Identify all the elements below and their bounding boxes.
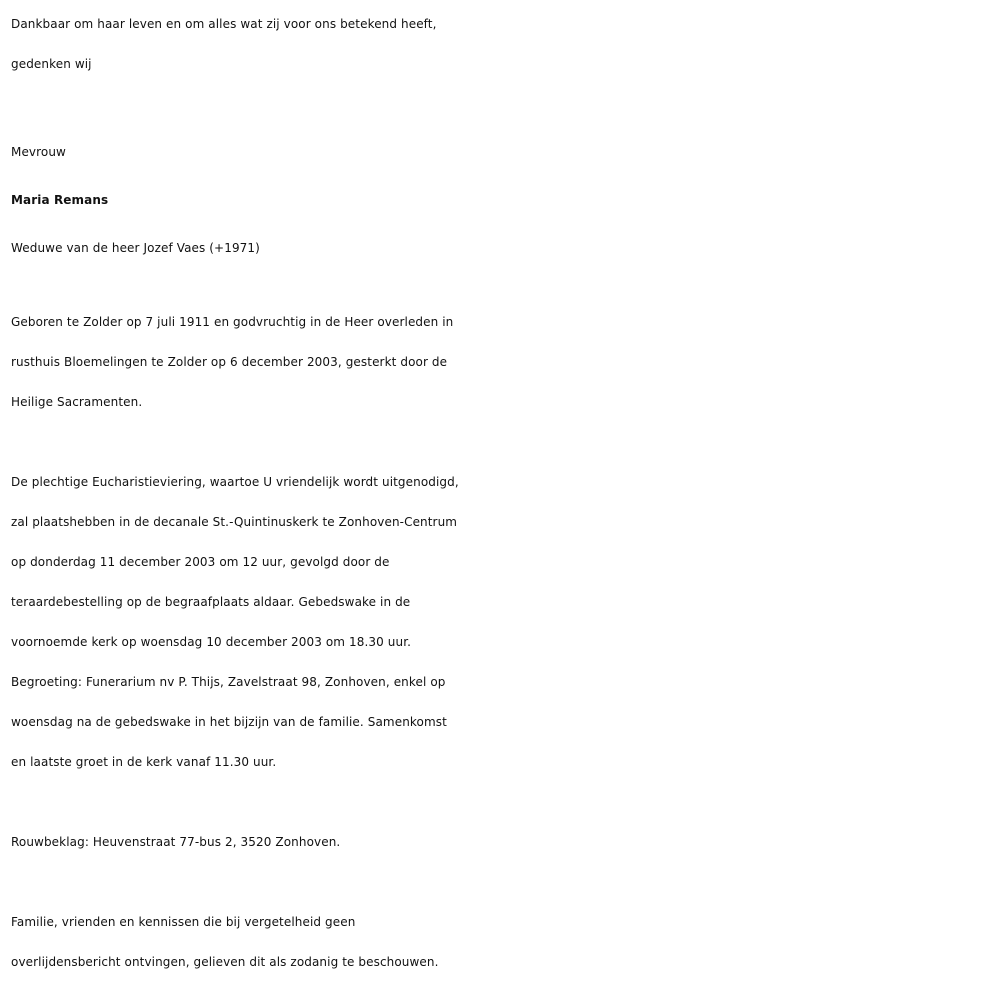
widow-of-line: Weduwe van de heer Jozef Vaes (+1971) (11, 241, 260, 255)
ceremony-line-7: woensdag na de gebedswake in het bijzijn van de familie. Samenkomst (11, 715, 447, 729)
ceremony-line-8: en laatste groet in de kerk vanaf 11.30 uur. (11, 755, 277, 769)
condolences-address: Rouwbeklag: Heuvenstraat 77-bus 2, 3520 Zonhoven. (11, 835, 341, 849)
closing-line-2: overlijdensbericht ontvingen, gelieven dit als zodanig te beschouwen. (11, 955, 439, 969)
birth-death-paragraph (11, 302, 996, 422)
intro-paragraph (11, 4, 996, 84)
intro-line-1: Dankbaar om haar leven en om alles wat zij voor ons betekend heeft, (11, 17, 437, 31)
obituary-document (11, 4, 996, 982)
spacer (11, 422, 996, 462)
honorific-title: Mevrouw (11, 145, 66, 159)
spacer (11, 862, 996, 902)
ceremony-line-2: zal plaatshebben in de decanale St.-Quintinuskerk te Zonhoven-Centrum (11, 515, 458, 529)
spacer (11, 272, 996, 302)
ceremony-line-5: voornoemde kerk op woensdag 10 december 2003 om 18.30 uur. (11, 635, 412, 649)
birth-death-line-3: Heilige Sacramenten. (11, 395, 143, 409)
closing-paragraph (11, 902, 996, 982)
closing-line-1: Familie, vrienden en kennissen die bij vergetelheid geen (11, 915, 356, 929)
birth-death-line-1: Geboren te Zolder op 7 juli 1911 en godvruchtig in de Heer overleden in (11, 315, 454, 329)
deceased-name: Maria Remans (11, 193, 109, 207)
condolences-paragraph (11, 822, 996, 862)
ceremony-line-6: Begroeting: Funerarium nv P. Thijs, Zavelstraat 98, Zonhoven, enkel op (11, 675, 446, 689)
intro-line-2: gedenken wij (11, 57, 92, 71)
ceremony-paragraph (11, 462, 996, 782)
spacer (11, 782, 996, 822)
ceremony-line-4: teraardebestelling op de begraafplaats aldaar. Gebedswake in de (11, 595, 411, 609)
deceased-block (11, 124, 996, 272)
ceremony-line-3: op donderdag 11 december 2003 om 12 uur, gevolgd door de (11, 555, 390, 569)
ceremony-line-1: De plechtige Eucharistieviering, waartoe U vriendelijk wordt uitgenodigd, (11, 475, 459, 489)
birth-death-line-2: rusthuis Bloemelingen te Zolder op 6 december 2003, gesterkt door de (11, 355, 448, 369)
spacer (11, 84, 996, 124)
